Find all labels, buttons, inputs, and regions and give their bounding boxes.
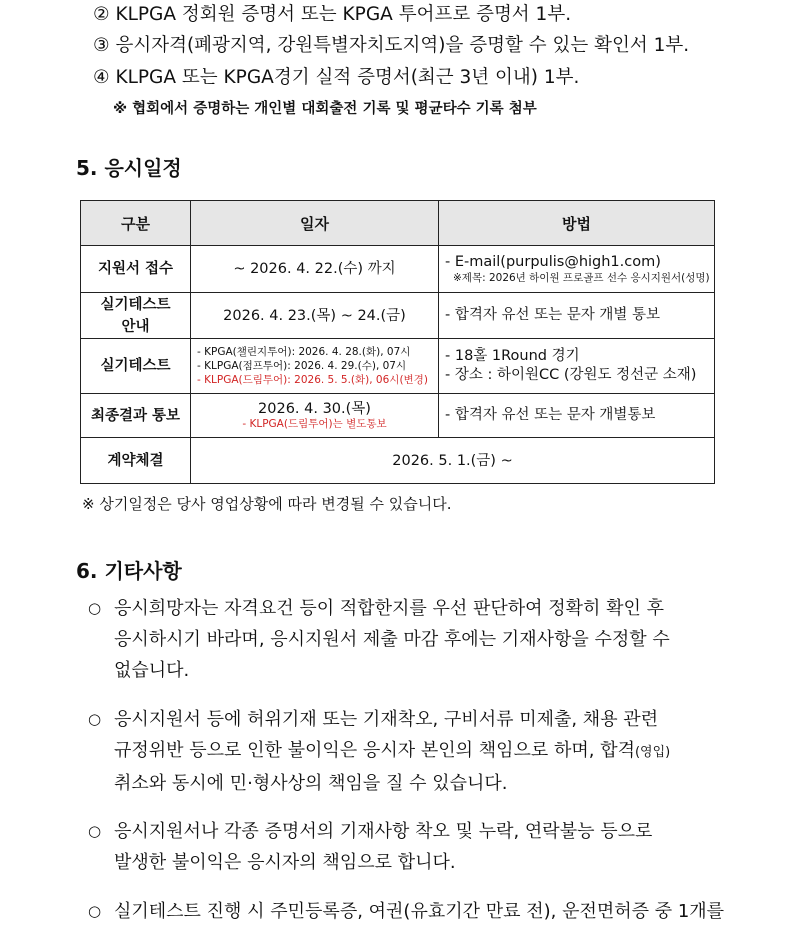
table-row — [81, 246, 715, 293]
item4-line1: 실기테스트 진행 시 주민등록증, 여권(유효기간 만료 전), 운전면허증 중 1개를 — [114, 901, 725, 922]
item2-line2 — [114, 735, 728, 768]
list-item — [88, 704, 728, 799]
row4-method: - 합격자 유선 또는 문자 개별통보 — [439, 394, 715, 438]
row4-date-main: 2026. 4. 30.(목) — [258, 401, 371, 417]
item3-line1: 응시지원서나 각종 증명서의 기재사항 착오 및 누락, 연락불능 등으로 — [114, 821, 653, 842]
requirement-note: ※ 협회에서 증명하는 개인별 대회출전 기록 및 평균타수 기록 첨부 — [113, 101, 537, 117]
row1-method-subject: ※제목: 2026년 하이원 프로골프 선수 응시지원서(성명) — [453, 272, 710, 284]
row5-date: 2026. 5. 1.(금) ~ — [191, 438, 715, 484]
table-row — [81, 438, 715, 484]
row5-category: 계약체결 — [81, 438, 191, 484]
requirement-item-2: ② KLPGA 정회원 증명서 또는 KPGA 투어프로 증명서 1부. — [93, 4, 572, 25]
item1-line3: 없습니다. — [114, 660, 190, 681]
table-row — [81, 339, 715, 394]
row2-category-line1: 실기테스트 — [100, 296, 171, 313]
table-row — [81, 394, 715, 438]
row4-date — [191, 394, 439, 438]
circle-bullet-icon: ○ — [88, 902, 102, 920]
row2-method: - 합격자 유선 또는 문자 개별 통보 — [439, 293, 715, 339]
row2-date: 2026. 4. 23.(목) ~ 24.(금) — [191, 293, 439, 339]
circle-bullet-icon: ○ — [88, 822, 102, 840]
row2-category — [81, 293, 191, 339]
row1-date: ~ 2026. 4. 22.(수) 까지 — [191, 246, 439, 293]
header-date: 일자 — [191, 201, 439, 246]
item1-line1: 응시희망자는 자격요건 등이 적합한지를 우선 판단하여 정확히 확인 후 — [114, 598, 665, 619]
item2-line3: 취소와 동시에 민·형사상의 책임을 질 수 있습니다. — [114, 773, 508, 794]
row3-method-location: - 장소 : 하이원CC (강원도 정선군 소재) — [445, 367, 697, 383]
table-row — [81, 293, 715, 339]
row3-date — [191, 339, 439, 394]
item2-line2-main: 규정위반 등으로 인한 불이익은 응시자 본인의 책임으로 하며, 합격 — [114, 740, 635, 761]
row4-category: 최종결과 통보 — [81, 394, 191, 438]
item2-line2-paren: (영입) — [634, 745, 671, 760]
row3-date-klpga-dream: - KLPGA(드림투어): 2026. 5. 5.(화), 06시(변경) — [197, 374, 428, 386]
row1-method-email: - E-mail(purpulis@high1.com) — [445, 254, 661, 270]
list-item — [88, 593, 728, 686]
table-header-row — [81, 201, 715, 246]
schedule-table — [80, 200, 715, 484]
item3-line2: 발생한 불이익은 응시자의 책임으로 합니다. — [114, 852, 456, 873]
header-method: 방법 — [439, 201, 715, 246]
circle-bullet-icon: ○ — [88, 710, 102, 728]
requirement-item-4: ④ KLPGA 또는 KPGA경기 실적 증명서(최근 3년 이내) 1부. — [93, 67, 580, 88]
schedule-change-note: ※ 상기일정은 당사 영업상황에 따라 변경될 수 있습니다. — [82, 495, 452, 513]
row3-date-klpga-jump: - KLPGA(점프투어): 2026. 4. 29.(수), 07시 — [197, 360, 407, 372]
row1-category: 지원서 접수 — [81, 246, 191, 293]
row3-method — [439, 339, 715, 394]
section-5-title: 5. 응시일정 — [76, 156, 182, 180]
circle-bullet-icon: ○ — [88, 599, 102, 617]
row3-category: 실기테스트 — [81, 339, 191, 394]
item1-line2: 응시하시기 바라며, 응시지원서 제출 마감 후에는 기재사항을 수정할 수 — [114, 629, 670, 650]
row4-date-note: - KLPGA(드림투어)는 별도통보 — [242, 418, 387, 430]
list-item — [88, 896, 728, 927]
row3-method-format: - 18홀 1Round 경기 — [445, 348, 580, 364]
requirement-item-3: ③ 응시자격(폐광지역, 강원특별자치도지역)을 증명할 수 있는 확인서 1부. — [93, 35, 690, 56]
section-6-title: 6. 기타사항 — [76, 559, 182, 583]
row2-category-line2: 안내 — [121, 318, 150, 335]
header-category: 구분 — [81, 201, 191, 246]
item2-line1: 응시지원서 등에 허위기재 또는 기재착오, 구비서류 미제출, 채용 관련 — [114, 709, 659, 730]
row3-date-kpga: - KPGA(챌린지투어): 2026. 4. 28.(화), 07시 — [197, 346, 411, 358]
row1-method — [439, 246, 715, 293]
list-item — [88, 816, 728, 878]
